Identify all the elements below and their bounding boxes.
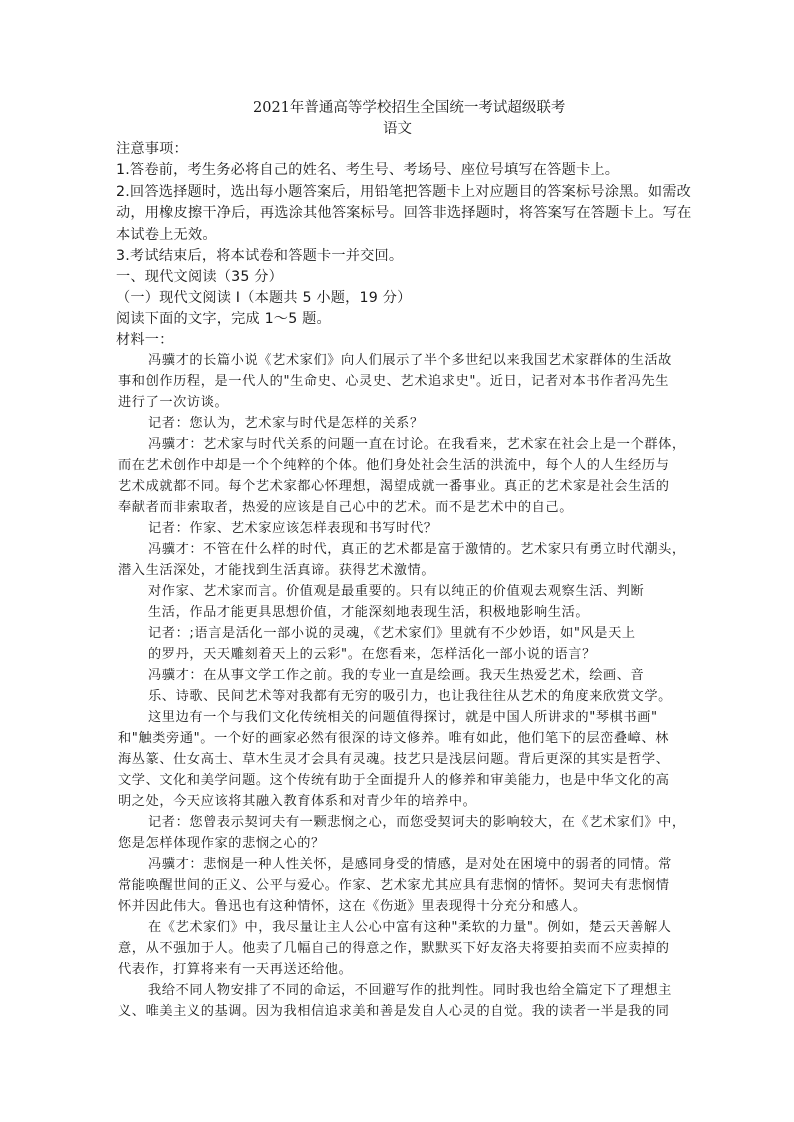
notice-item-2-line-1: 2.回答选择题时，选出每小题答案后，用铅笔把答题卡上对应题目的答案标号涂黑。如需改 — [116, 184, 692, 200]
passage-line: 意，从不强加于人。他卖了几幅自己的得意之作，默默买下好友洛夫将要拍卖而不应卖掉的 — [118, 941, 670, 956]
notice-item-3: 3.考试结束后，将本试卷和答题卡一并交回。 — [116, 248, 404, 264]
passage-line: 文学、文化和美学问题。这个传统有助于全面提升人的修养和审美能力，也是中华文化的高 — [118, 773, 670, 788]
passage-line: 常能唤醒世间的正义、公平与爱心。作家、艺术家尤其应具有悲悯的情怀。契诃夫有悲悯情 — [118, 878, 670, 893]
passage-line: 事和创作历程，是一代人的"生命史、心灵史、艺术追求史"。近日，记者对本书作者冯先生 — [118, 374, 670, 389]
exam-title: 2021年普通高等学校招生全国统一考试超级联考 — [253, 100, 566, 116]
passage-line: 和"触类旁通"。一个好的画家必然有很深的诗文修养。唯有如此，他们笔下的层峦叠嶂、林 — [118, 731, 670, 746]
passage-line: 记者：您曾表示契诃夫有一颗悲悯之心，而您受契诃夫的影响较大，在《艺术家们》中， — [148, 815, 686, 830]
subject-title: 语文 — [383, 121, 412, 137]
passage-line: 您是怎样体现作家的悲悯之心的？ — [118, 836, 325, 851]
passage-line: 冯骥才：在从事文学工作之前。我的专业一直是绘画。我天生热爱艺术，绘画、音 — [148, 668, 645, 683]
sub-section-title: （一）现代文阅读 I（本题共 5 小题，19 分） — [116, 290, 412, 306]
notice-item-1: 1.答卷前，考生务必将自己的姓名、考生号、考场号、座位号填写在答题卡上。 — [116, 162, 620, 178]
passage-line: 记者：作家、艺术家应该怎样表现和书写时代？ — [148, 521, 438, 536]
passage-line: 艺术成就都不同。每个艺术家都心怀理想，渴望成就一番事业。真正的艺术家是社会生活的 — [118, 479, 670, 494]
passage-line: 乐、诗歌、民间艺术等对我都有无穷的吸引力，也让我往往从艺术的角度来欣赏文学。 — [148, 689, 672, 704]
passage-line: 在《艺术家们》中，我尽量让主人公心中富有这种"柔软的力量"。例如，楚云天善解人 — [148, 920, 672, 935]
notice-item-2-line-3: 本试卷上无效。 — [116, 227, 217, 243]
part-title: 一、现代文阅读（35 分） — [116, 269, 284, 285]
notice-item-2-line-2: 动，用橡皮擦干净后，再选涂其他答案标号。回答非选择题时，将答案写在答题卡上。写在 — [116, 205, 692, 221]
passage-line: 对作家、艺术家而言。价值观是最重要的。只有以纯正的价值观去观察生活、判断 — [148, 584, 645, 599]
passage-line: 怀并因此伟大。鲁迅也有这种情怀，这在《伤逝》里表现得十分充分和感人。 — [118, 899, 587, 914]
material-label: 材料一： — [116, 332, 174, 348]
passage-line: 明之处，今天应该将其融入教育体系和对青少年的培养中。 — [118, 794, 477, 809]
passage-line: 义、唯美主义的基调。因为我相信追求美和善是发自人心灵的自觉。我的读者一半是我的同 — [118, 1004, 670, 1019]
passage-line: 生活，作品才能更具思想价值，才能深刻地表现生活，积极地影响生活。 — [148, 605, 590, 620]
passage-line: 冯骥才的长篇小说《艺术家们》向人们展示了半个多世纪以来我国艺术家群体的生活故 — [148, 353, 672, 368]
passage-line: 我给不同人物安排了不同的命运，不回避写作的批判性。同时我也给全篇定下了理想主 — [148, 983, 672, 998]
passage-line: 而在艺术创作中却是一个个纯粹的个体。他们身处社会生活的洪流中，每个人的人生经历与 — [118, 458, 670, 473]
passage-line: 记者：您认为，艺术家与时代是怎样的关系？ — [148, 416, 424, 431]
passage-line: 记者：;语言是活化一部小说的灵魂，《艺术家们》里就有不少妙语，如"风是天上 — [148, 626, 636, 641]
passage-line: 海丛篆、仕女高士、草木生灵才会具有灵魂。技艺只是浅层问题。背后更深的其实是哲学、 — [118, 752, 670, 767]
passage-line: 这里边有一个与我们文化传统相关的问题值得探讨，就是中国人所讲求的"琴棋书画" — [148, 710, 658, 725]
reading-instruction: 阅读下面的文字，完成 1～5 题。 — [116, 311, 331, 327]
notice-heading: 注意事项： — [116, 141, 188, 157]
passage-line: 潜入生活深处，才能找到生活真谛。获得艺术激情。 — [118, 563, 436, 578]
passage-line: 冯骥才：不管在什么样的时代，真正的艺术都是富于激情的。艺术家只有勇立时代潮头， — [148, 542, 686, 557]
passage-line: 奉献者而非索取者，热爱的应该是自己心中的艺术。而不是艺术中的自己。 — [118, 500, 573, 515]
passage-line: 冯骥才：悲悯是一种人性关怀，是感同身受的情感，是对处在困境中的弱者的同情。常 — [148, 857, 672, 872]
passage-line: 代表作，打算将来有一天再送还给他。 — [118, 962, 353, 977]
passage-line: 的罗丹，天天雕刻着天上的云彩"。在您看来，怎样活化一部小说的语言？ — [148, 647, 596, 662]
passage-line: 进行了一次访谈。 — [118, 395, 229, 410]
passage-line: 冯骥才：艺术家与时代关系的问题一直在讨论。在我看来，艺术家在社会上是一个群体， — [148, 437, 686, 452]
